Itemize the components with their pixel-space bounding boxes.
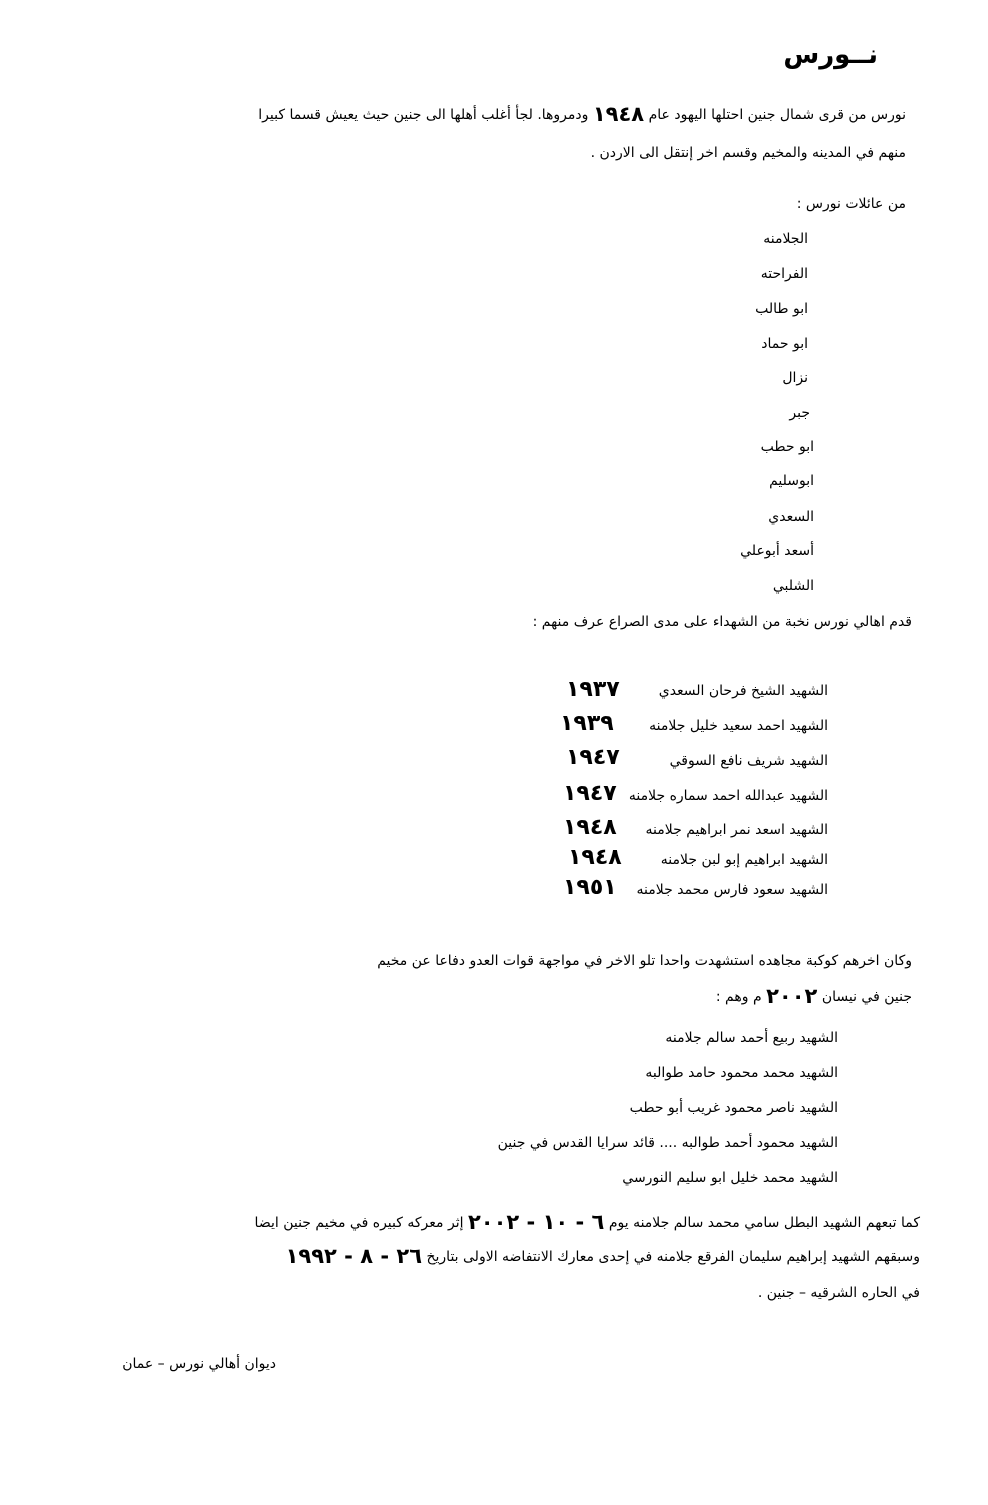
family-item: الجلامنه xyxy=(763,231,808,247)
martyr-name: الشهيد ابراهيم إبو لبن جلامنه xyxy=(660,852,828,868)
camp-martyr-item: الشهيد ربيع أحمد سالم جلامنه xyxy=(665,1030,838,1046)
camp-martyr-item: الشهيد محمد خليل ابو سليم النورسي xyxy=(622,1170,838,1186)
intro-line-2: منهم في المدينه والمخيم وقسم اخر إنتقل الى الاردن . xyxy=(590,145,906,161)
family-item: ابو حطب xyxy=(760,439,814,455)
closing-line-2 xyxy=(286,1246,920,1267)
martyr-name: الشهيد اسعد نمر ابراهيم جلامنه xyxy=(645,822,828,838)
intro-year: ١٩٤٨ xyxy=(592,102,645,126)
families-heading: من عائلات نورس : xyxy=(796,196,906,212)
martyr-name: الشهيد سعود فارس محمد جلامنه xyxy=(636,882,828,898)
family-item: السعدي xyxy=(768,509,814,525)
family-item: نزال xyxy=(782,370,808,386)
family-item: ابوسليم xyxy=(769,473,814,489)
martyr-name: الشهيد احمد سعيد خليل جلامنه xyxy=(649,718,828,734)
martyr-year: ١٩٤٨ xyxy=(568,845,622,870)
martyr-name: الشهيد الشيخ فرحان السعدي xyxy=(658,683,828,699)
closing-text-a: كما تبعهم الشهيد البطل سامي محمد سالم جلامنه يوم xyxy=(608,1215,920,1231)
family-item: جبر xyxy=(789,405,810,421)
family-item: الشلبي xyxy=(772,578,814,594)
martyr-name: الشهيد شريف نافع السوقي xyxy=(669,753,828,769)
footer-text: ديوان أهالي نورس – عمان xyxy=(122,1356,276,1372)
intro-text-b: ودمروها. لجأ أغلب أهلها الى جنين حيث يعيش قسما كبيرا xyxy=(258,107,589,123)
martyr-year: ١٩٤٧ xyxy=(563,781,617,806)
martyr-year: ١٩٥١ xyxy=(563,875,617,900)
intro-text-a: نورس من قرى شمال جنين احتلها اليهود عام xyxy=(648,107,906,123)
martyr-year: ١٩٤٧ xyxy=(566,745,620,770)
martyr-year: ١٩٤٨ xyxy=(563,815,617,840)
family-item: الفراحته xyxy=(760,266,808,282)
closing-date-2: ٢٦ - ٨ - ١٩٩٢ xyxy=(285,1244,423,1268)
martyr-year: ١٩٣٧ xyxy=(566,677,620,702)
family-item: ابو طالب xyxy=(755,301,808,317)
closing-date-1: ٦ - ١٠ - ٢٠٠٢ xyxy=(467,1210,605,1234)
page-title: نــورس xyxy=(783,40,878,70)
camp-text-b: م وهم : xyxy=(715,989,762,1005)
family-item: ابو حماد xyxy=(761,336,808,352)
camp-martyr-item: الشهيد محمود أحمد طوالبه .... قائد سرايا القدس في جنين xyxy=(497,1135,838,1151)
camp-line-2 xyxy=(716,986,912,1007)
family-item: أسعد أبوعلي xyxy=(740,543,814,559)
intro-line-1 xyxy=(258,104,906,125)
camp-text-a: جنين في نيسان xyxy=(821,989,912,1005)
camp-martyr-item: الشهيد محمد محمود حامد طوالبه xyxy=(645,1065,838,1081)
closing-line-1 xyxy=(255,1212,920,1233)
martyr-year: ١٩٣٩ xyxy=(560,711,614,736)
martyr-name: الشهيد عبدالله احمد سماره جلامنه xyxy=(628,788,828,804)
camp-line-1: وكان اخرهم كوكبة مجاهده استشهدت واحدا تلو الاخر في مواجهة قوات العدو دفاعا عن مخيم xyxy=(377,953,912,969)
martyrs-intro: قدم اهالي نورس نخبة من الشهداء على مدى الصراع عرف منهم : xyxy=(532,614,912,630)
camp-martyr-item: الشهيد ناصر محمود غريب أبو حطب xyxy=(629,1100,838,1116)
camp-year: ٢٠٠٢ xyxy=(766,984,818,1008)
closing-line-3: في الحاره الشرقيه – جنين . xyxy=(757,1285,920,1301)
closing-text-b: إثر معركه كبيره في مخيم جنين ايضا xyxy=(254,1215,464,1231)
closing-text-c: وسبقهم الشهيد إبراهيم سليمان الفرقع جلامنه في إحدى معارك الانتفاضه الاولى بتاريخ xyxy=(426,1249,920,1265)
